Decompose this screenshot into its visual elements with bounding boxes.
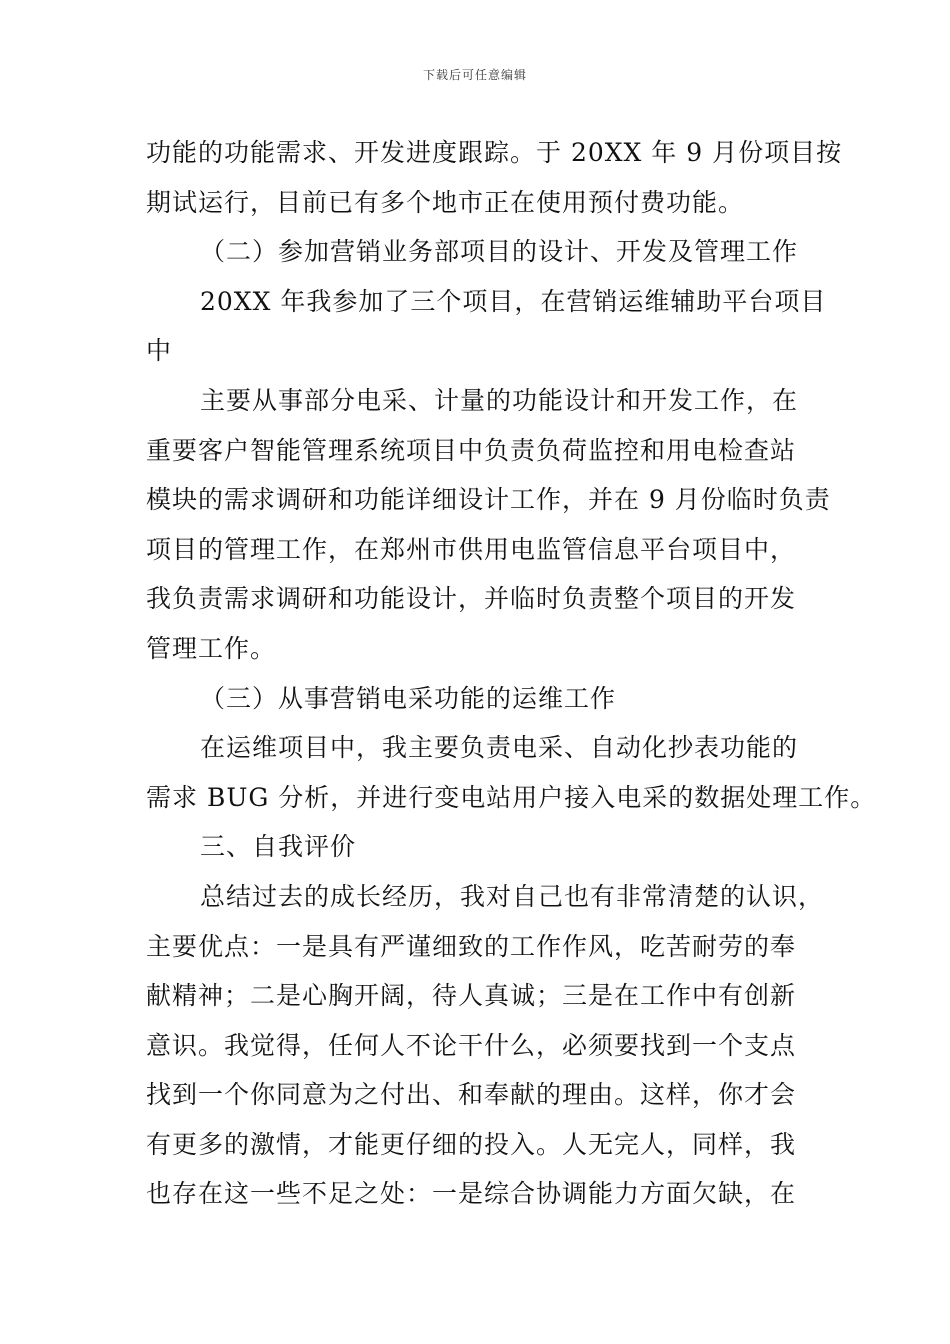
section-heading: 三、自我评价: [200, 832, 357, 862]
header-note: 下载后可任意编辑: [422, 68, 527, 82]
text-line: 模块的需求调研和功能详细设计工作，并在 9 月份临时负责: [146, 485, 831, 515]
text-line: 项目的管理工作，在郑州市供用电监管信息平台项目中，: [146, 534, 797, 564]
text-line: 管理工作。: [146, 633, 277, 663]
text-line: 总结过去的成长经历，我对自己也有非常清楚的认识，: [200, 881, 825, 911]
text-line: 重要客户智能管理系统项目中负责负荷监控和用电检查站: [146, 435, 797, 465]
text-line: 主要从事部分电采、计量的功能设计和开发工作，在: [200, 385, 799, 415]
text-line: 主要优点：一是具有严谨细致的工作作风，吃苦耐劳的奉: [146, 931, 797, 961]
text-line: 找到一个你同意为之付出、和奉献的理由。这样，你才会: [146, 1080, 797, 1110]
text-line: 20XX 年我参加了三个项目，在营销运维辅助平台项目: [200, 286, 827, 316]
text-line: 献精神；二是心胸开阔，待人真诚；三是在工作中有创新: [146, 981, 797, 1011]
section-heading: （二）参加营销业务部项目的设计、开发及管理工作: [200, 237, 799, 267]
text-line: 在运维项目中，我主要负责电采、自动化抄表功能的: [200, 733, 799, 763]
text-line: 功能的功能需求、开发进度跟踪。于 20XX 年 9 月份项目按: [146, 138, 843, 167]
text-line: 有更多的激情，才能更仔细的投入。人无完人，同样，我: [146, 1129, 797, 1159]
section-heading: （三）从事营销电采功能的运维工作: [200, 683, 617, 713]
text-line: 也存在这一些不足之处：一是综合协调能力方面欠缺，在: [146, 1179, 797, 1209]
document-body: [146, 128, 877, 1219]
text-line: 需求 BUG 分析，并进行变电站用户接入电采的数据处理工作。: [146, 782, 877, 812]
text-line: 中: [146, 336, 173, 366]
text-line: 意识。我觉得，任何人不论干什么，必须要找到一个支点: [146, 1030, 797, 1060]
text-line: 期试运行，目前已有多个地市正在使用预付费功能。: [146, 187, 745, 217]
text-line: 我负责需求调研和功能设计，并临时负责整个项目的开发: [146, 584, 797, 614]
